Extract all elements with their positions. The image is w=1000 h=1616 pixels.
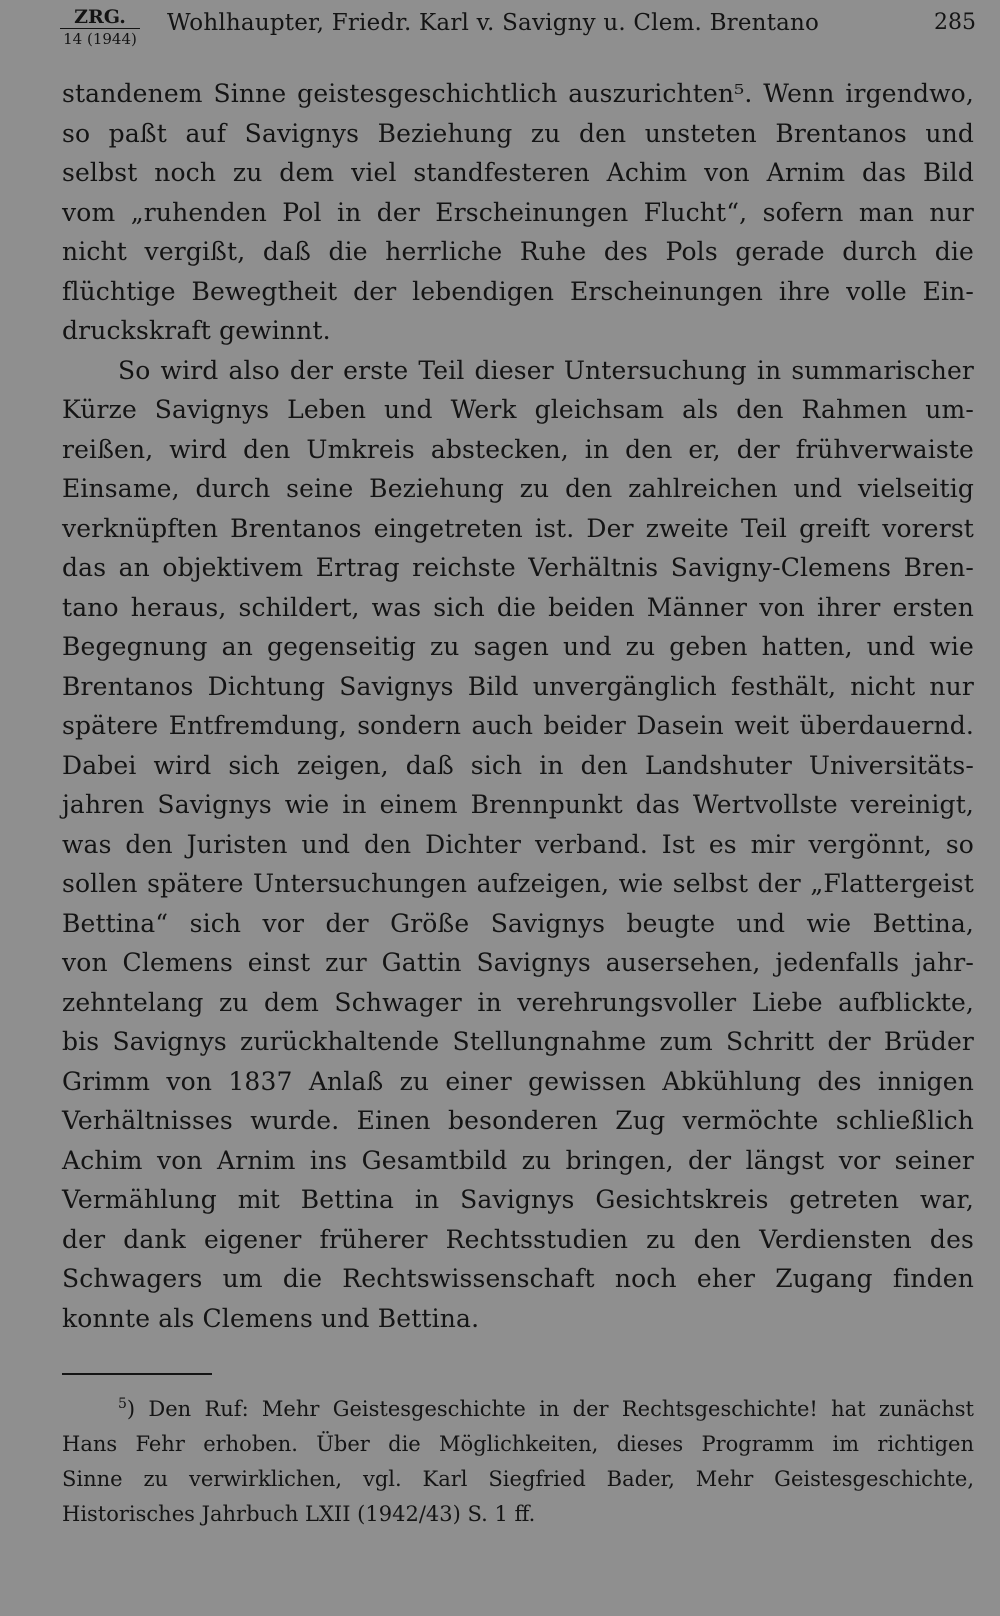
text-line: Einsame, durch seine Beziehung zu den zahlreichen und vielseitig bbox=[62, 474, 974, 503]
text-line: nicht vergißt, daß die herrliche Ruhe des Pols gerade durch die bbox=[62, 237, 974, 266]
text-line: Verhältnisses wurde. Einen besonderen Zug vermöchte schließlich bbox=[62, 1106, 974, 1135]
text-line: sollen spätere Untersuchungen aufzeigen, wie selbst der „Flattergeist bbox=[62, 869, 974, 898]
page-header bbox=[60, 6, 976, 52]
journal-reference bbox=[60, 6, 140, 49]
footnote-text: ) Den Ruf: Mehr Geistesgeschichte in der Rechtsgeschichte! hat zunächst bbox=[126, 1397, 974, 1421]
text-line: reißen, wird den Umkreis abstecken, in den er, der frühverwaiste bbox=[62, 434, 974, 464]
page-number: 285 bbox=[934, 10, 976, 35]
journal-abbreviation: ZRG. bbox=[60, 6, 140, 29]
text-line: Vermählung mit Bettina in Savignys Gesichtskreis getreten war, bbox=[62, 1185, 974, 1214]
text-line: der dank eigener früherer Rechtsstudien zu den Verdiensten des bbox=[62, 1224, 974, 1254]
text-line: Begegnung an gegenseitig zu sagen und zu geben hatten, und wie bbox=[62, 632, 974, 661]
footnote-line: Historisches Jahrbuch LXII (1942/43) S. 1 ff. bbox=[62, 1502, 536, 1526]
text-line: Grimm von 1837 Anlaß zu einer gewissen Abkühlung des innigen bbox=[62, 1066, 974, 1096]
footnote-line: Sinne zu verwirklichen, vgl. Karl Siegfried Bader, Mehr Geistesgeschichte, bbox=[62, 1467, 974, 1491]
text-line: tano heraus, schildert, was sich die beiden Männer von ihrer ersten bbox=[62, 592, 974, 622]
text-line: Dabei wird sich zeigen, daß sich in den Landshuter Universitäts- bbox=[62, 750, 974, 780]
text-line: So wird also der erste Teil dieser Untersuchung in summarischer bbox=[118, 355, 974, 385]
text-line: Schwagers um die Rechtswissenschaft noch eher Zugang finden bbox=[62, 1264, 974, 1293]
text-line: Brentanos Dichtung Savignys Bild unvergänglich festhält, nicht nur bbox=[62, 671, 974, 701]
footnote bbox=[62, 1392, 974, 1532]
text-line: bis Savignys zurückhaltende Stellungnahme zum Schritt der Brüder bbox=[62, 1027, 974, 1056]
text-line: Kürze Savignys Leben und Werk gleichsam als den Rahmen um- bbox=[62, 395, 974, 424]
text-line: so paßt auf Savignys Beziehung zu den unsteten Brentanos und bbox=[62, 118, 974, 148]
footnote-marker: 5 bbox=[118, 1396, 127, 1412]
footnote-line bbox=[62, 1392, 974, 1427]
text-line: Achim von Arnim ins Gesamtbild zu bringen, der längst vor seiner bbox=[62, 1145, 974, 1175]
text-line: flüchtige Bewegtheit der lebendigen Erscheinungen ihre volle Ein- bbox=[62, 276, 974, 306]
journal-volume-year: 14 (1944) bbox=[63, 30, 137, 48]
footnote-separator bbox=[62, 1373, 212, 1375]
text-line: von Clemens einst zur Gattin Savignys ausersehen, jedenfalls jahr- bbox=[62, 948, 974, 977]
footnote-line: Hans Fehr erhoben. Über die Möglichkeiten, dieses Programm im richtigen bbox=[62, 1432, 974, 1456]
text-line: standenem Sinne geistesgeschichtlich auszurichten⁵. Wenn irgendwo, bbox=[62, 79, 974, 108]
text-line: jahren Savignys wie in einem Brennpunkt das Wertvollste vereinigt, bbox=[62, 790, 974, 819]
text-line: verknüpften Brentanos eingetreten ist. Der zweite Teil greift vorerst bbox=[62, 513, 974, 543]
text-line: selbst noch zu dem viel standfesteren Achim von Arnim das Bild bbox=[62, 158, 974, 187]
text-line: spätere Entfremdung, sondern auch beider Dasein weit überdauernd. bbox=[62, 711, 974, 740]
text-line: das an objektivem Ertrag reichste Verhältnis Savigny-Clemens Bren- bbox=[62, 553, 974, 582]
text-line: zehntelang zu dem Schwager in verehrungsvoller Liebe aufblickte, bbox=[62, 987, 974, 1017]
running-title: Wohlhaupter, Friedr. Karl v. Savigny u. Clem. Brentano bbox=[167, 10, 820, 36]
body-text bbox=[62, 74, 974, 1338]
text-line: was den Juristen und den Dichter verband. Ist es mir vergönnt, so bbox=[62, 829, 974, 859]
text-line: Bettina“ sich vor der Größe Savignys beugte und wie Bettina, bbox=[62, 908, 974, 938]
text-line: vom „ruhenden Pol in der Erscheinungen Flucht“, sofern man nur bbox=[62, 197, 974, 227]
text-line: konnte als Clemens und Bettina. bbox=[62, 1303, 480, 1333]
text-line: druckskraft gewinnt. bbox=[62, 316, 331, 345]
